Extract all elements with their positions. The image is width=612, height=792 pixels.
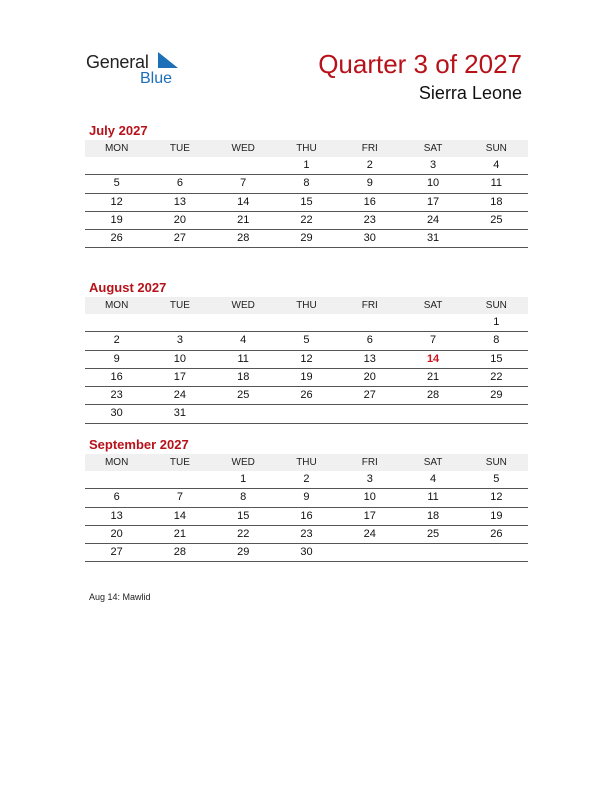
month-title: July 2027	[89, 123, 148, 138]
empty-day-cell	[85, 471, 148, 489]
weekday-header: THU	[275, 297, 338, 314]
day-cell: 29	[212, 544, 275, 562]
day-cell: 7	[212, 175, 275, 193]
day-cell: 18	[465, 194, 528, 212]
weekday-header: SAT	[401, 454, 464, 471]
day-cell: 23	[85, 387, 148, 405]
day-cell: 3	[401, 157, 464, 175]
day-cell: 5	[275, 332, 338, 350]
empty-day-cell	[465, 544, 528, 562]
day-cell: 12	[85, 194, 148, 212]
empty-day-cell	[212, 157, 275, 175]
day-cell: 30	[275, 544, 338, 562]
day-cell: 2	[85, 332, 148, 350]
day-cell: 24	[401, 212, 464, 230]
weekday-header: WED	[212, 140, 275, 157]
day-cell: 2	[338, 157, 401, 175]
month-title: August 2027	[89, 280, 167, 295]
weekday-header: SUN	[465, 454, 528, 471]
day-cell: 10	[338, 489, 401, 507]
weekday-header: MON	[85, 454, 148, 471]
day-cell: 30	[338, 230, 401, 248]
day-cell: 13	[338, 351, 401, 369]
day-cell: 20	[338, 369, 401, 387]
empty-day-cell	[338, 314, 401, 332]
weekday-header: WED	[212, 454, 275, 471]
weekday-header: THU	[275, 454, 338, 471]
day-cell: 4	[401, 471, 464, 489]
weekday-header: WED	[212, 297, 275, 314]
day-cell: 20	[148, 212, 211, 230]
day-cell: 22	[465, 369, 528, 387]
day-cell: 24	[148, 387, 211, 405]
day-cell: 3	[148, 332, 211, 350]
empty-day-cell	[212, 405, 275, 423]
day-cell: 17	[148, 369, 211, 387]
empty-day-cell	[401, 544, 464, 562]
day-cell: 19	[275, 369, 338, 387]
empty-day-cell	[85, 314, 148, 332]
day-cell: 15	[465, 351, 528, 369]
empty-day-cell	[338, 544, 401, 562]
day-cell: 10	[401, 175, 464, 193]
day-cell: 9	[275, 489, 338, 507]
day-cell: 11	[212, 351, 275, 369]
day-cell: 16	[85, 369, 148, 387]
weekday-header: SAT	[401, 297, 464, 314]
day-cell: 26	[465, 526, 528, 544]
empty-day-cell	[148, 157, 211, 175]
day-cell: 17	[401, 194, 464, 212]
empty-day-cell	[401, 405, 464, 423]
day-cell: 10	[148, 351, 211, 369]
country-name: Sierra Leone	[418, 83, 522, 103]
holiday-day-cell: 14	[401, 351, 464, 369]
day-cell: 16	[275, 508, 338, 526]
day-cell: 12	[465, 489, 528, 507]
day-cell: 18	[401, 508, 464, 526]
day-cell: 15	[212, 508, 275, 526]
weekday-header: TUE	[148, 454, 211, 471]
day-cell: 27	[338, 387, 401, 405]
weekday-header: MON	[85, 140, 148, 157]
day-cell: 19	[465, 508, 528, 526]
day-cell: 7	[148, 489, 211, 507]
empty-day-cell	[338, 405, 401, 423]
weekday-header: THU	[275, 140, 338, 157]
empty-day-cell	[148, 471, 211, 489]
calendar-grid	[85, 454, 528, 562]
day-cell: 3	[338, 471, 401, 489]
day-cell: 21	[401, 369, 464, 387]
weekday-header: TUE	[148, 297, 211, 314]
day-cell: 13	[85, 508, 148, 526]
weekday-header: FRI	[338, 454, 401, 471]
day-cell: 27	[148, 230, 211, 248]
day-cell: 5	[465, 471, 528, 489]
holiday-note: Aug 14: Mawlid	[89, 592, 151, 602]
day-cell: 11	[401, 489, 464, 507]
logo-text-blue: Blue	[140, 70, 173, 87]
weekday-header: MON	[85, 297, 148, 314]
month-calendar-august	[85, 279, 528, 424]
day-cell: 23	[275, 526, 338, 544]
empty-day-cell	[275, 405, 338, 423]
month-calendar-july	[85, 122, 528, 248]
day-cell: 28	[212, 230, 275, 248]
day-cell: 31	[148, 405, 211, 423]
day-cell: 1	[212, 471, 275, 489]
day-cell: 17	[338, 508, 401, 526]
day-cell: 21	[212, 212, 275, 230]
day-cell: 6	[85, 489, 148, 507]
day-cell: 18	[212, 369, 275, 387]
logo-text-general: General	[86, 52, 149, 72]
empty-day-cell	[85, 157, 148, 175]
day-cell: 22	[275, 212, 338, 230]
day-cell: 9	[85, 351, 148, 369]
weekday-header: SAT	[401, 140, 464, 157]
day-cell: 8	[465, 332, 528, 350]
logo-triangle-icon	[158, 52, 180, 68]
day-cell: 27	[85, 544, 148, 562]
day-cell: 20	[85, 526, 148, 544]
day-cell: 25	[212, 387, 275, 405]
day-cell: 16	[338, 194, 401, 212]
empty-day-cell	[148, 314, 211, 332]
day-cell: 5	[85, 175, 148, 193]
day-cell: 9	[338, 175, 401, 193]
day-cell: 30	[85, 405, 148, 423]
day-cell: 13	[148, 194, 211, 212]
day-cell: 4	[465, 157, 528, 175]
day-cell: 11	[465, 175, 528, 193]
day-cell: 4	[212, 332, 275, 350]
day-cell: 26	[275, 387, 338, 405]
day-cell: 1	[275, 157, 338, 175]
day-cell: 25	[465, 212, 528, 230]
day-cell: 6	[338, 332, 401, 350]
day-cell: 14	[148, 508, 211, 526]
empty-day-cell	[401, 314, 464, 332]
day-cell: 7	[401, 332, 464, 350]
day-cell: 8	[275, 175, 338, 193]
empty-day-cell	[465, 405, 528, 423]
day-cell: 12	[275, 351, 338, 369]
day-cell: 15	[275, 194, 338, 212]
day-cell: 22	[212, 526, 275, 544]
day-cell: 28	[401, 387, 464, 405]
empty-day-cell	[275, 314, 338, 332]
day-cell: 2	[275, 471, 338, 489]
day-cell: 6	[148, 175, 211, 193]
calendar-grid	[85, 297, 528, 424]
day-cell: 23	[338, 212, 401, 230]
day-cell: 25	[401, 526, 464, 544]
month-calendar-september	[85, 436, 528, 562]
weekday-header: FRI	[338, 140, 401, 157]
day-cell: 8	[212, 489, 275, 507]
generalblue-logo	[86, 50, 196, 90]
day-cell: 21	[148, 526, 211, 544]
day-cell: 31	[401, 230, 464, 248]
calendar-grid	[85, 140, 528, 248]
empty-day-cell	[465, 230, 528, 248]
empty-day-cell	[212, 314, 275, 332]
day-cell: 19	[85, 212, 148, 230]
weekday-header: FRI	[338, 297, 401, 314]
day-cell: 24	[338, 526, 401, 544]
day-cell: 29	[465, 387, 528, 405]
day-cell: 29	[275, 230, 338, 248]
page-title: Quarter 3 of 2027	[318, 49, 522, 79]
day-cell: 28	[148, 544, 211, 562]
day-cell: 14	[212, 194, 275, 212]
weekday-header: SUN	[465, 297, 528, 314]
month-title: September 2027	[89, 437, 189, 452]
day-cell: 26	[85, 230, 148, 248]
weekday-header: TUE	[148, 140, 211, 157]
day-cell: 1	[465, 314, 528, 332]
weekday-header: SUN	[465, 140, 528, 157]
